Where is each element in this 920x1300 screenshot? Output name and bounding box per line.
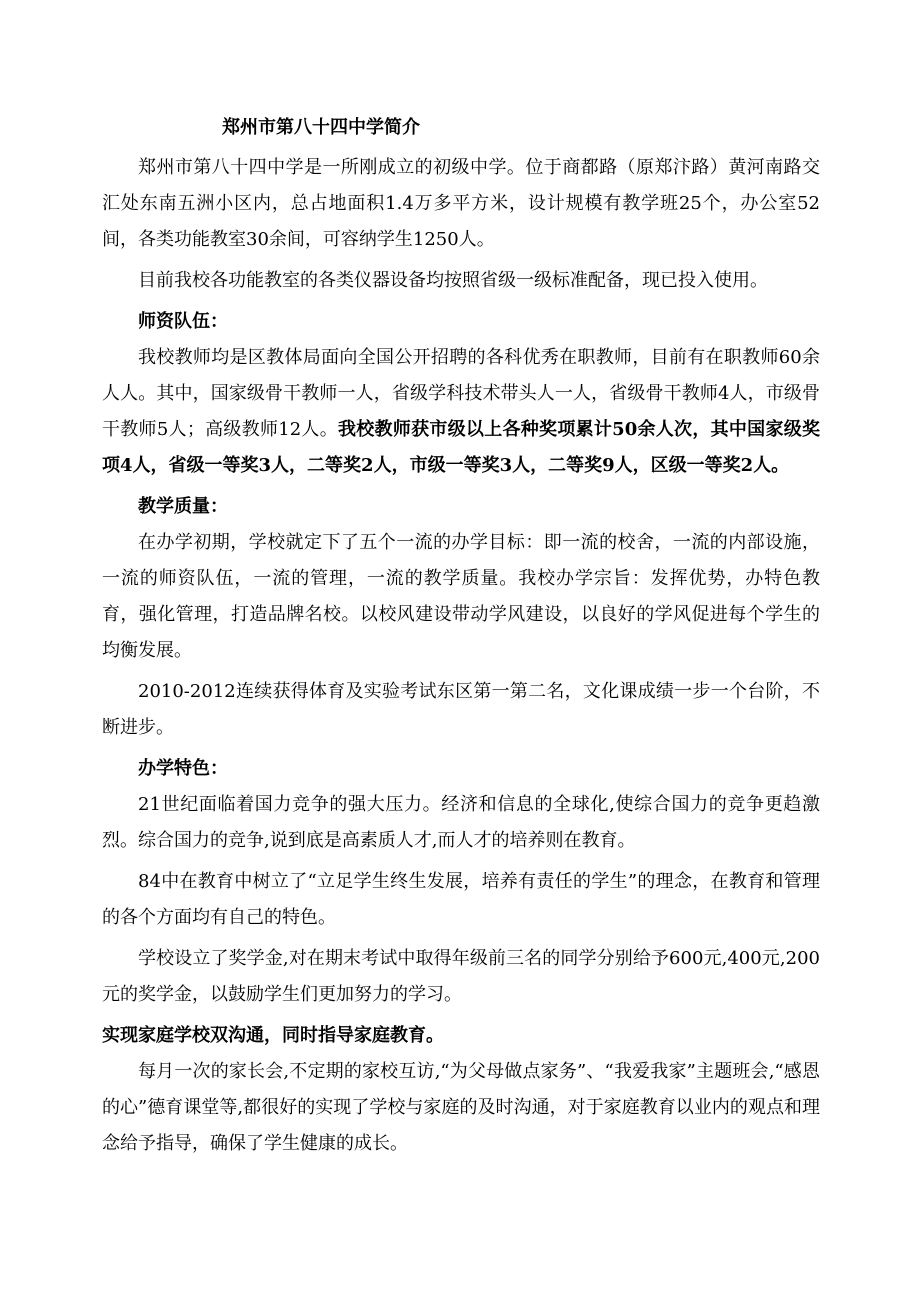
intro-paragraph-2: 目前我校各功能教室的各类仪器设备均按照省级一级标准配备，现已投入使用。 [138, 270, 768, 291]
document-page [102, 106, 820, 1162]
section-heading-features: 办学特色： [138, 758, 228, 779]
teachers-paragraph [102, 340, 820, 484]
features-paragraph-3: 学校设立了奖学金,对在期末考试中取得年级前三名的同学分别给予600元,400元,200元的奖学金，以鼓励学生们更加努力的学习。 [102, 948, 820, 1005]
section-heading-teachers: 师资队伍： [138, 311, 228, 332]
quality-paragraph-1: 在办学初期，学校就定下了五个一流的办学目标：即一流的校舍，一流的内部设施，一流的师资队伍，一流的管理，一流的教学质量。我校办学宗旨：发挥优势，办特色教育，强化管理，打造品牌名校。以校风建设带动学风建设，以良好的学风促进每个学生的均衡发展。 [102, 532, 820, 661]
quality-paragraph-2: 2010-2012连续获得体育及实验考试东区第一第二名，文化课成绩一步一个台阶，不断进步。 [102, 681, 820, 738]
teachers-text-bold: 我校教师获市级以上各种奖项累计50余人次，其中国家级奖项4人，省级一等奖3人，二等奖2人，市级一等奖3人，二等奖9人，区级一等奖2人。 [102, 419, 821, 476]
features-paragraph-2: 84中在教育中树立了“立足学生终生发展，培养有责任的学生”的理念，在教育和管理的各个方面均有自己的特色。 [102, 871, 820, 928]
teachers-text-regular: 我校教师均是区教体局面向全国公开招聘的各科优秀在职教师，目前有在职教师60余人人。其中，国家级骨干教师一人，省级学科技术带头人一人，省级骨干教师4人，市级骨干教师5人；高级教师12人。 [102, 347, 820, 440]
section-heading-quality: 教学质量： [138, 496, 228, 517]
document-title: 郑州市第八十四中学简介 [222, 117, 420, 138]
section-heading-family: 实现家庭学校双沟通，同时指导家庭教育。 [102, 1025, 444, 1046]
features-paragraph-1: 21世纪面临着国力竞争的强大压力。经济和信息的全球化,使综合国力的竞争更趋激烈。综合国力的竞争,说到底是高素质人才,而人才的培养则在教育。 [102, 794, 820, 851]
family-paragraph: 每月一次的家长会,不定期的家校互访,“为父母做点家务”、“我爱我家”主题班会,“感恩的心”德育课堂等,都很好的实现了学校与家庭的及时沟通，对于家庭教育以业内的观点和理念给予指导，确保了学生健康的成长。 [102, 1061, 820, 1154]
intro-paragraph-1: 郑州市第八十四中学是一所刚成立的初级中学。位于商都路（原郑汴路）黄河南路交汇处东南五洲小区内，总占地面积1.4万多平方米，设计规模有教学班25个，办公室52间，各类功能教室30余间，可容纳学生1250人。 [102, 157, 820, 250]
